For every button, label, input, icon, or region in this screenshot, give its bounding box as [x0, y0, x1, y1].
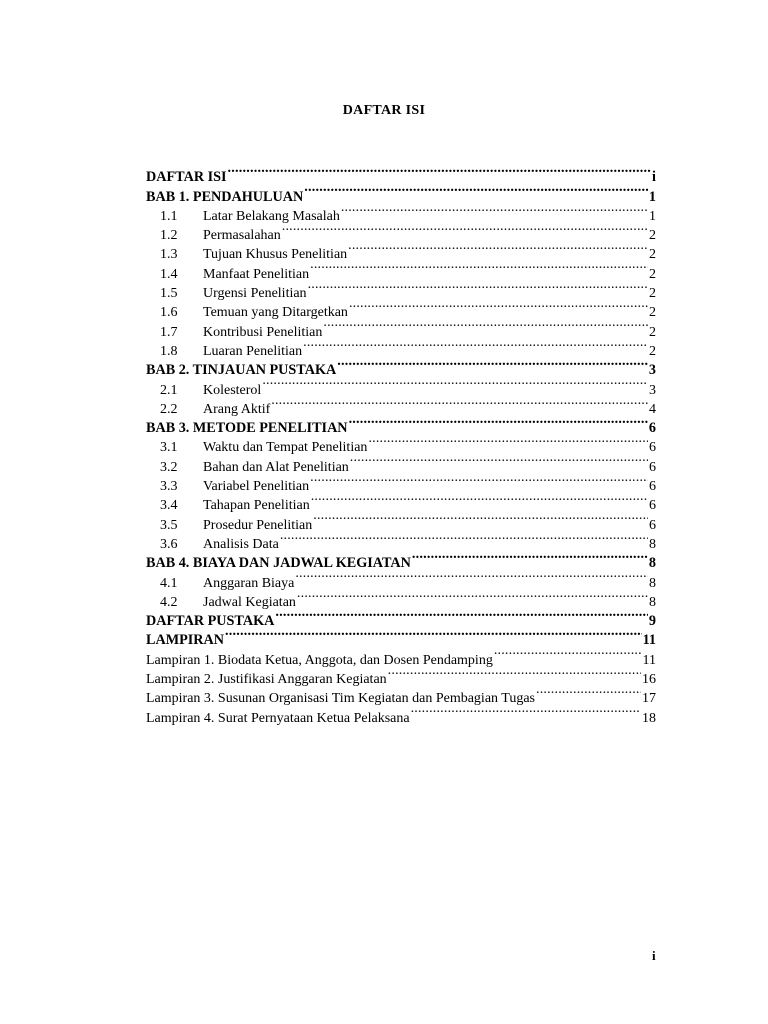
toc-dot-leader [228, 162, 652, 181]
toc-entry-page: 6 [649, 498, 656, 514]
toc-entry-page: 8 [649, 575, 656, 591]
toc-dot-leader [310, 258, 648, 277]
toc-dot-leader [349, 297, 648, 316]
toc-entry-page: 2 [649, 247, 656, 263]
toc-entry-label: BAB 2. TINJAUAN PUSTAKA [146, 362, 337, 379]
toc-entry-label: Latar Belakang Masalah [203, 208, 340, 224]
toc-dot-leader [262, 374, 648, 393]
toc-entry-page: 16 [642, 672, 656, 688]
toc-entry-number: 4.1 [160, 575, 178, 591]
toc-entry-number: 1.1 [160, 208, 178, 224]
toc-entry-number: 3.5 [160, 517, 178, 533]
toc-dot-leader [310, 471, 648, 490]
toc-dot-leader [412, 548, 648, 567]
toc-entry-number: 2.1 [160, 382, 178, 398]
toc-entry-number: 3.6 [160, 536, 178, 552]
toc-dot-leader [282, 220, 648, 239]
toc-entry-page: 6 [649, 479, 656, 495]
toc-dot-leader [275, 606, 648, 625]
toc-entry-label: Jadwal Kegiatan [203, 594, 296, 610]
toc-entry-page: 3 [648, 362, 656, 379]
toc-entry-page: 2 [649, 266, 656, 282]
toc-entry-page: 8 [649, 536, 656, 552]
toc-dot-leader [348, 239, 648, 258]
toc-entry-page: 2 [649, 343, 656, 359]
toc-entry-label: Urgensi Penelitian [203, 286, 307, 302]
toc-dot-leader [411, 702, 641, 721]
toc-entry-label: Lampiran 3. Susunan Organisasi Tim Kegiatan dan Pembagian Tugas [146, 691, 535, 707]
toc-entry-number: 1.5 [160, 286, 178, 302]
toc-entry-label: Manfaat Penelitian [203, 266, 310, 282]
toc-entry-page: 6 [649, 440, 656, 456]
toc-dot-leader [304, 181, 648, 200]
toc-entry-number: 2.2 [160, 401, 178, 417]
toc-dot-leader [297, 587, 648, 606]
toc-entry-label: Tujuan Khusus Penelitian [203, 247, 348, 263]
toc-entry-label: Lampiran 4. Surat Pernyataan Ketua Pelaksana [146, 710, 410, 726]
toc-entry-label: BAB 3. METODE PENELITIAN [146, 420, 348, 437]
toc-dot-leader [536, 683, 641, 702]
toc-dot-leader [341, 201, 648, 220]
toc-entry-label: LAMPIRAN [146, 632, 225, 649]
toc-entry [146, 162, 656, 186]
toc-entry-label: Lampiran 1. Biodata Ketua, Anggota, dan Dosen Pendamping [146, 652, 493, 668]
toc-entry-page: 4 [649, 401, 656, 417]
toc-entry-label: Tahapan Penelitian [203, 498, 310, 514]
toc-entry-label: Kontribusi Penelitian [203, 324, 323, 340]
toc-entry-page: 8 [649, 594, 656, 610]
toc-entry-page: 6 [649, 459, 656, 475]
toc-dot-leader [494, 644, 642, 663]
toc-entry-number: 3.4 [160, 498, 178, 514]
toc-entry-label: Waktu dan Tempat Penelitian [203, 440, 368, 456]
toc-entry-number: 4.2 [160, 594, 178, 610]
toc-entry-number: 1.6 [160, 305, 178, 321]
toc-entry-label: Variabel Penelitian [203, 479, 310, 495]
toc-entry-label: Lampiran 2. Justifikasi Anggaran Kegiatan [146, 672, 387, 688]
toc-dot-leader [323, 316, 648, 335]
toc-dot-leader [225, 625, 642, 644]
toc-entry-page: 11 [642, 652, 656, 668]
toc-dot-leader [271, 394, 648, 413]
table-of-contents [146, 162, 656, 726]
page-title: DAFTAR ISI [342, 103, 426, 118]
toc-entry-number: 1.3 [160, 247, 178, 263]
toc-entry-label: Kolesterol [203, 382, 262, 398]
toc-entry-number: 1.7 [160, 324, 178, 340]
toc-entry-page: 8 [648, 555, 656, 572]
toc-dot-leader [350, 451, 648, 470]
toc-dot-leader [303, 336, 648, 355]
toc-entry-label: Analisis Data [203, 536, 279, 552]
toc-entry-label: Anggaran Biaya [203, 575, 295, 591]
toc-entry-page: 6 [648, 420, 656, 437]
toc-entry-label: Bahan dan Alat Penelitian [203, 459, 349, 475]
toc-entry-page: 17 [642, 691, 656, 707]
page-number: i [652, 948, 656, 963]
toc-entry-page: 6 [649, 517, 656, 533]
toc-entry-page: 1 [648, 188, 656, 205]
toc-entry-page: 11 [642, 632, 656, 649]
toc-entry-page: 1 [649, 208, 656, 224]
toc-entry-page: i [652, 169, 656, 186]
toc-dot-leader [280, 529, 648, 548]
toc-entry-number: 1.2 [160, 228, 178, 244]
toc-entry-number: 1.8 [160, 343, 178, 359]
toc-entry-page: 2 [649, 228, 656, 244]
toc-entry-label: Permasalahan [203, 228, 281, 244]
toc-entry-label: DAFTAR PUSTAKA [146, 613, 275, 630]
toc-entry-number: 3.3 [160, 479, 178, 495]
toc-dot-leader [311, 490, 648, 509]
toc-entry-label: Temuan yang Ditargetkan [203, 305, 348, 321]
toc-entry-page: 18 [642, 710, 656, 726]
toc-dot-leader [337, 355, 648, 374]
toc-dot-leader [295, 567, 648, 586]
toc-entry-page: 9 [648, 613, 656, 630]
toc-entry-label: BAB 4. BIAYA DAN JADWAL KEGIATAN [146, 555, 411, 572]
toc-entry-number: 3.2 [160, 459, 178, 475]
toc-entry-number: 1.4 [160, 266, 178, 282]
toc-entry-label: Arang Aktif [203, 401, 271, 417]
toc-entry-label: Prosedur Penelitian [203, 517, 313, 533]
toc-entry-page: 2 [649, 324, 656, 340]
toc-dot-leader [313, 509, 648, 528]
toc-dot-leader [349, 413, 648, 432]
toc-entry-page: 2 [649, 286, 656, 302]
toc-dot-leader [388, 664, 641, 683]
toc-entry-label: DAFTAR ISI [146, 169, 227, 186]
toc-entry-number: 3.1 [160, 440, 178, 456]
toc-entry-page: 2 [649, 305, 656, 321]
toc-entry-page: 3 [649, 382, 656, 398]
toc-entry-label: Luaran Penelitian [203, 343, 303, 359]
toc-dot-leader [308, 278, 648, 297]
toc-dot-leader [368, 432, 648, 451]
toc-entry-label: BAB 1. PENDAHULUAN [146, 188, 304, 205]
